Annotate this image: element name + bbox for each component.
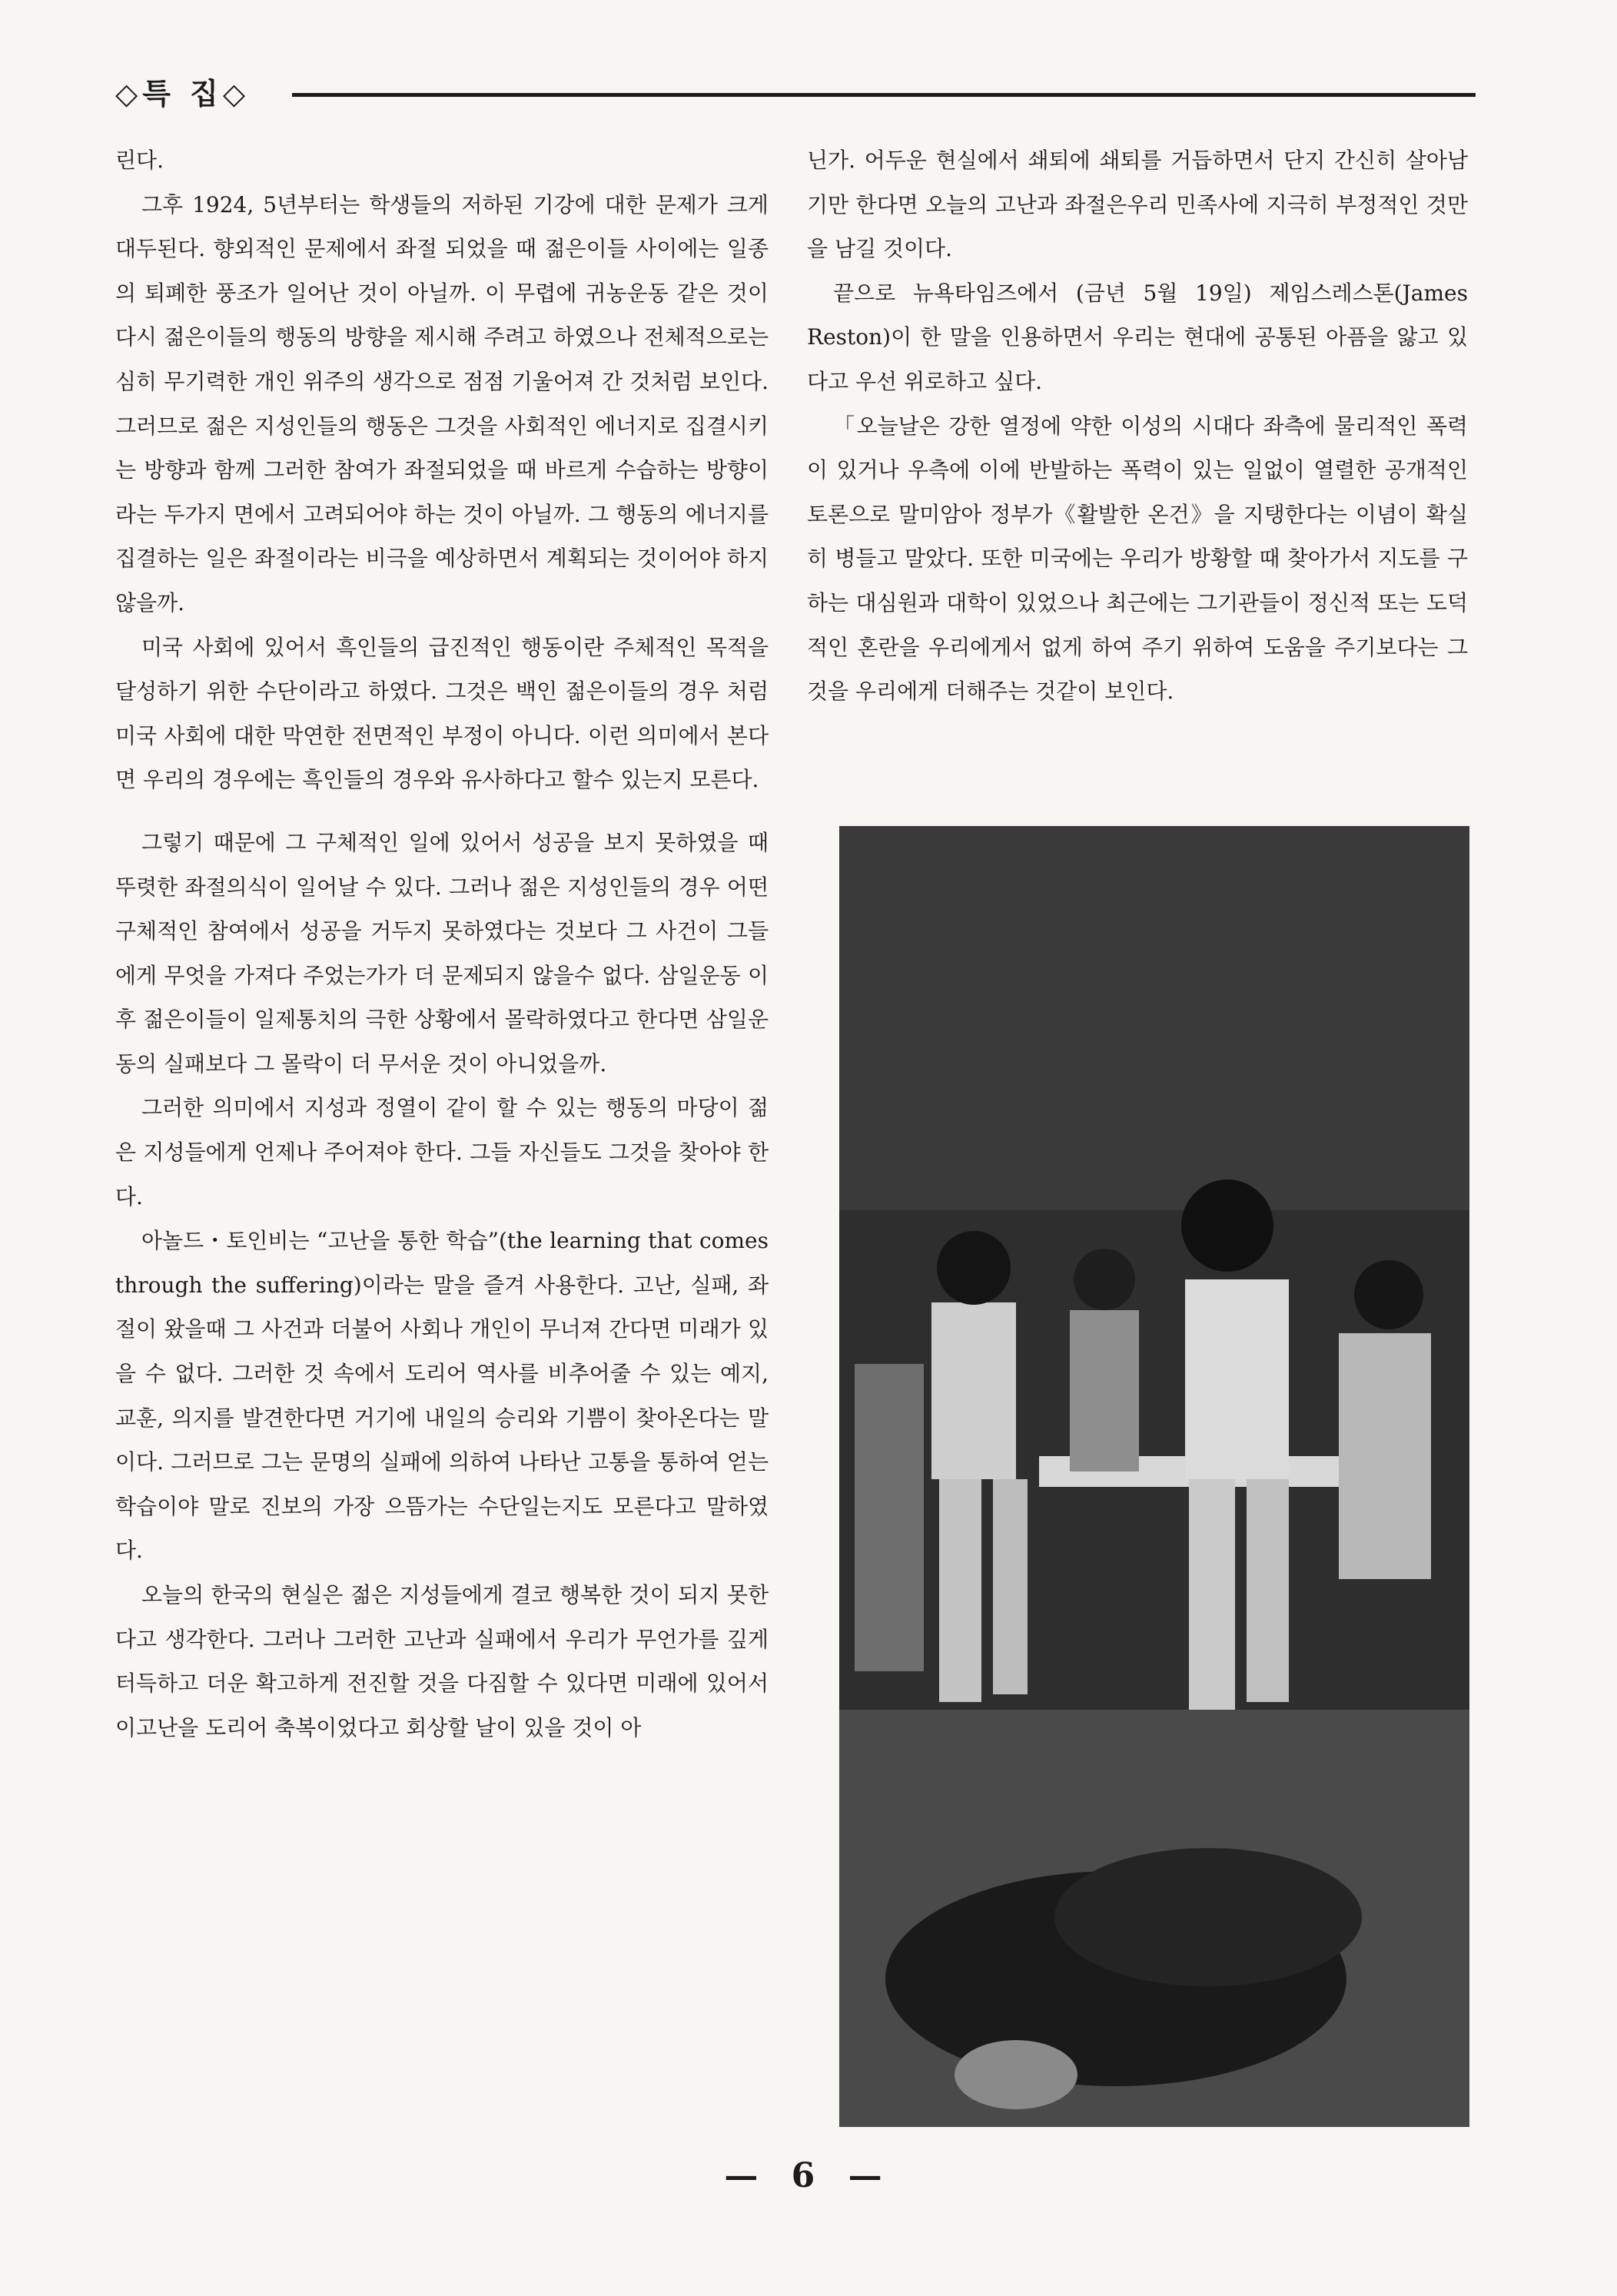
header-rule [292, 93, 1476, 97]
right-column [807, 138, 1468, 714]
paragraph: 린다. [115, 148, 164, 173]
paragraph: 그렇기 때문에 그 구체적인 일에 있어서 성공을 보지 못하였을 때 뚜렷한 좌절의식이 일어날 수 있다. 그러나 젊은 지성인들의 경우 어떤 구체적인 참여에서 성공을 거두지 못하였다는 것보다 그 사건이 그들에게 무엇을 가져다 주었는가가 더 문제되지 않을수 없다. 삼일운동 이후 젊은이들이 일제통치의 극한 상황에서 몰락하였다고 한다면 삼일운동의 실패보다 그 몰락이 더 무서운 것이 아니었을까. [115, 829, 769, 1077]
paragraph: 그러한 의미에서 지성과 정열이 같이 할 수 있는 행동의 마당이 젊은 지성들에게 언제나 주어져야 한다. 그들 자신들도 그것을 찾아야 한다. [115, 1095, 769, 1209]
paragraph: 「오늘날은 강한 열정에 약한 이성의 시대다 좌측에 물리적인 폭력이 있거나 우측에 이에 반발하는 폭력이 있는 일없이 열렬한 공개적인 토론으로 말미암아 정부가《활발한 온건》을 지탱한다는 이념이 확실히 병들고 말았다. 또한 미국에는 우리가 방황할 때 찾아가서 지도를 구하는 대심원과 대학이 있었으나 최근에는 그기관들이 정신적 또는 도덕적인 혼란을 우리에게서 없게 하여 주기 위하여 도움을 주기보다는 그것을 우리에게 더해주는 것같이 보인다. [807, 413, 1468, 705]
page-number: — 6 — [724, 2156, 893, 2195]
paragraph: 닌가. 어두운 현실에서 쇄퇴에 쇄퇴를 거듭하면서 단지 간신히 살아남기만 한다면 오늘의 고난과 좌절은우리 민족사에 지극히 부정적인 것만을 남길 것이다. [807, 148, 1468, 262]
section-title: ◇특 집◇ [115, 76, 251, 111]
protest-photo [839, 826, 1469, 2127]
paragraph: 미국 사회에 있어서 흑인들의 급진적인 행동이란 주체적인 목적을 달성하기 위한 수단이라고 하였다. 그것은 백인 젊은이들의 경우 처럼 미국 사회에 대한 막연한 전면적인 부정이 아니다. 이런 의미에서 본다면 우리의 경우에는 흑인들의 경우와 유사하다고 할수 있는지 모른다. [115, 634, 769, 793]
paragraph: 끝으로 뉴욕타임즈에서 (금년 5월 19일) 제임스레스톤(James Reston)이 한 말을 인용하면서 우리는 현대에 공통된 아픔을 앓고 있다고 우선 위로하고 싶다. [807, 280, 1468, 394]
left-column [115, 138, 769, 1750]
section-header [115, 71, 1476, 117]
photo-drawing [839, 826, 1469, 2127]
paragraph: 오늘의 한국의 현실은 젊은 지성들에게 결코 행복한 것이 되지 못한다고 생각한다. 그러나 그러한 고난과 실패에서 우리가 무언가를 깊게 터득하고 더운 확고하게 전진할 것을 다짐할 수 있다면 미래에 있어서 이고난을 도리어 축복이었다고 회상할 날이 있을 것이 아 [115, 1582, 769, 1740]
paragraph: 그후 1924, 5년부터는 학생들의 저하된 기강에 대한 문제가 크게 대두된다. 향외적인 문제에서 좌절 되었을 때 젊은이들 사이에는 일종의 퇴폐한 풍조가 일어난 것이 아닐까. 이 무렵에 귀농운동 같은 것이 다시 젊은이들의 행동의 방향을 제시해 주려고 하였으나 전체적으로는 심히 무기력한 개인 위주의 생각으로 점점 기울어져 간 것처럼 보인다. 그러므로 젊은 지성인들의 행동은 그것을 사회적인 에너지로 집결시키는 방향과 함께 그러한 참여가 좌절되었을 때 바르게 수습하는 방향이라는 두가지 면에서 고려되어야 하는 것이 아닐까. 그 행동의 에너지를 집결하는 일은 좌절이라는 비극을 예상하면서 계획되는 것이어야 하지 않을까. [115, 191, 769, 615]
paragraph: 아놀드・토인비는 “고난을 통한 학습”(the learning that comes through the suffering)이라는 말을 즐겨 사용한다. 고난, 실패, 좌절이 왔을때 그 사건과 더불어 사회나 개인이 무너져 간다면 미래가 있을 수 없다. 그러한 것 속에서 도리어 역사를 비추어줄 수 있는 예지, 교훈, 의지를 발견한다면 거기에 내일의 승리와 기쁨이 찾아온다는 말이다. 그러므로 그는 문명의 실패에 의하여 나타난 고통을 통하여 얻는 학습이야 말로 진보의 가장 으뜸가는 수단일는지도 모른다고 말하였다. [115, 1228, 769, 1564]
